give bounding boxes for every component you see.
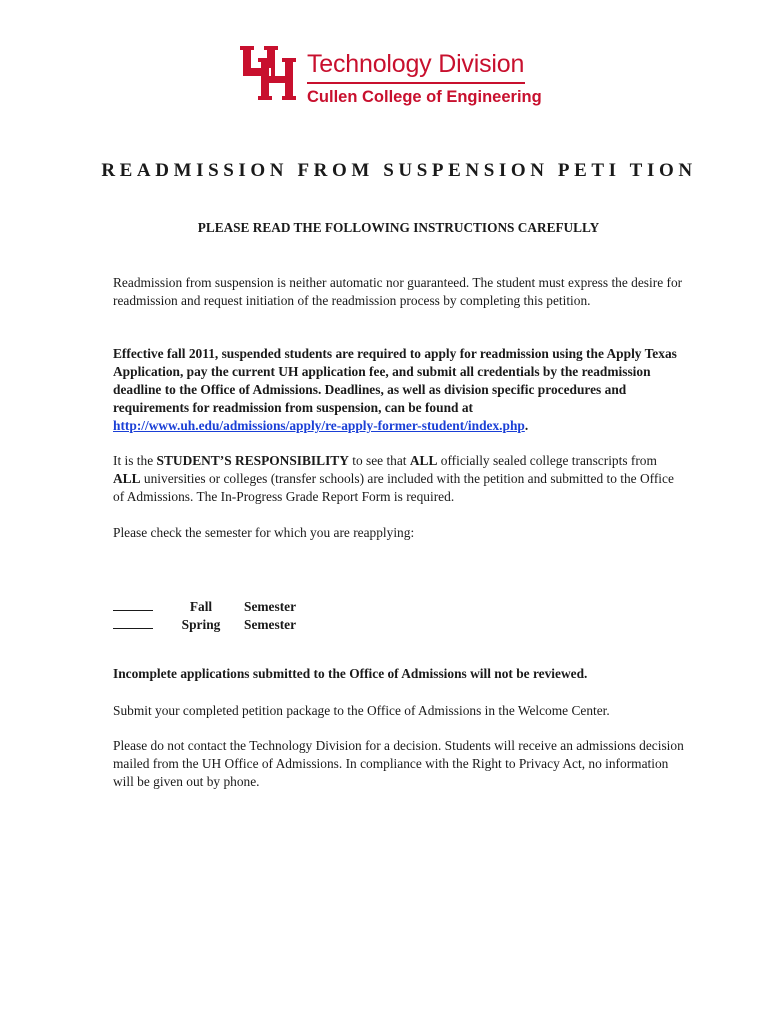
header-logo [238,44,542,106]
division-name: Technology Division [307,50,525,78]
intro-paragraph: Readmission from suspension is neither automatic nor guaranteed. The student must express the desire for readmission and request initiation of the readmission process by completing this petition. [113,275,683,308]
uh-logo-icon [238,44,298,102]
instructions-heading: PLEASE READ THE FOLLOWING INSTRUCTIONS CAREFULLY [197,220,600,235]
readmission-link[interactable]: http://www.uh.edu/admissions/apply/re-apply-former-student/index.php [113,418,525,433]
text-fragment: officially sealed college transcripts from [437,453,657,468]
incomplete-warning: Incomplete applications submitted to the Office of Admissions will not be reviewed. [113,666,588,681]
requirements-text: Effective fall 2011, suspended students are required to apply for readmission using the Apply Texas Application, pay the current UH application fee, and submit all credentials by the readmission deadline to the Office of Admissions. Deadlines, as well as division specific procedures and requirements for readmission from suspension, can be found at [113,346,677,415]
text-fragment: to see that [348,453,410,468]
submission-instruction: Submit your completed petition package to the Office of Admissions in the Welcome Center. [113,703,610,718]
responsibility-paragraph [113,452,685,506]
emphasis-text: STUDENT’S RESPONSIBILITY [156,453,349,468]
requirements-paragraph [113,345,685,435]
logo-text [307,44,542,106]
semester-option-spring [113,616,297,634]
page-title: READMISSION FROM SUSPENSION PETI TION [101,160,697,181]
text-fragment: It is the [113,453,157,468]
college-name: Cullen College of Engineering [307,87,542,106]
semester-term: Fall [189,599,213,614]
requirements-end: . [524,418,529,433]
text-fragment: universities or colleges (transfer schools) are included with the petition and submitted to the Office of Admissions. The In-Progress Grade Report Form is required. [113,471,674,504]
semester-word: Semester [244,599,297,614]
semester-word: Semester [244,617,297,632]
semester-term: Spring [181,617,221,632]
emphasis-text: ALL [409,453,438,468]
logo-divider [307,82,525,84]
check-blank[interactable] [113,598,153,611]
semester-option-fall [113,598,297,616]
emphasis-text: ALL [113,471,141,486]
check-blank[interactable] [113,616,153,629]
contact-notice: Please do not contact the Technology Division for a decision. Students will receive an admissions decision mailed from the UH Office of Admissions. In compliance with the Right to Privacy Act, no information will be given out by phone. [113,738,684,789]
semester-prompt: Please check the semester for which you are reapplying: [113,525,415,540]
